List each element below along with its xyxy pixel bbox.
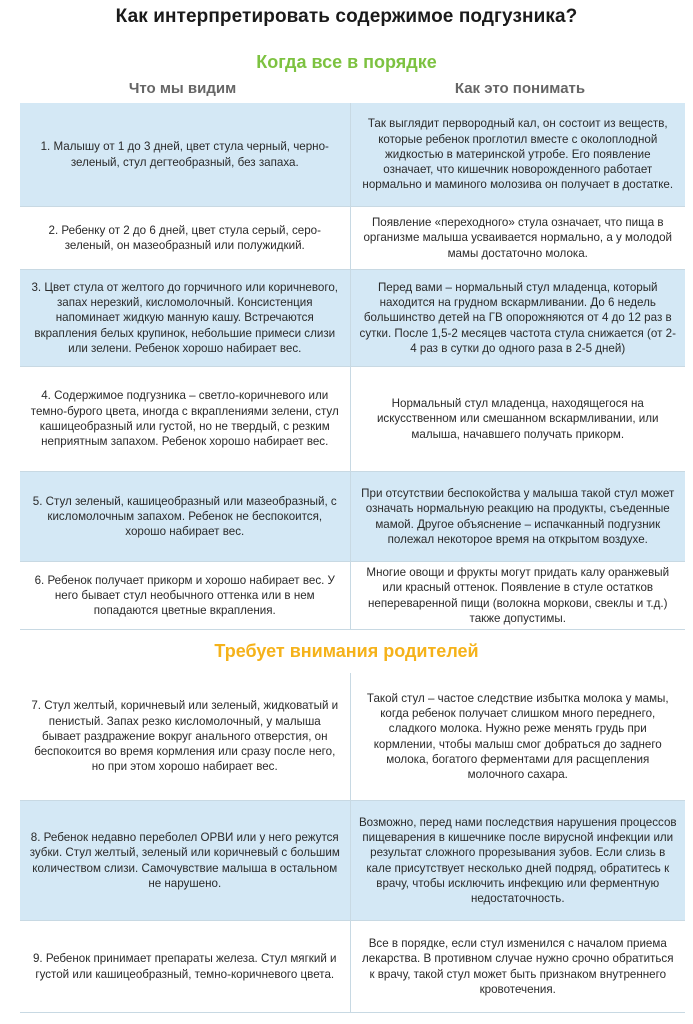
observation-cell: 7. Стул желтый, коричневый или зеленый, жидковатый и пенистый. Запах резко кисломолочный, у малыша бывает раздражение вокруг анального отверстия, он беспокоится во время кормления или сразу после него, но при этом хорошо набирает вес. <box>31 699 339 774</box>
table-row <box>20 472 685 562</box>
interpretation-cell: Появление «переходного» стула означает, что пища в организме малыша усваивается нормально, а у молодой мамы достаточно молока. <box>363 216 672 260</box>
interpretation-cell: При отсутствии беспокойства у малыша такой стул может означать нормальную реакцию на продукты, съеденные мамой. Другое объяснение – испачканный подгузник полежал некоторое время на открытом воздухе. <box>361 486 675 546</box>
observation-cell: 6. Ребенок получает прикорм и хорошо набирает вес. У него бывает стул необычного оттенка или в нем попадаются цветные вкрапления. <box>34 573 335 618</box>
table-row <box>20 367 685 472</box>
page-title: Как интерпретировать содержимое подгузника? <box>115 6 578 27</box>
observation-cell: 4. Содержимое подгузника – светло-коричневого или темно-бурого цвета, иногда с вкраплениями зелени, стул кашицеобразный или густой, но не твердый, с резким неприятным запахом. Ребенок хорошо набирает вес. <box>30 389 339 449</box>
column-header-how-to-understand: Как это понимать <box>454 80 586 97</box>
section-title-ok: Когда все в порядке <box>256 52 437 72</box>
table-normal <box>20 103 685 630</box>
observation-cell: 2. Ребенку от 2 до 6 дней, цвет стула серый, серо-зеленый, он мазеобразный или полужидкий. <box>48 223 321 252</box>
table-row <box>20 673 685 801</box>
interpretation-cell: Многие овощи и фрукты могут придать калу оранжевый или красный оттенок. Появление в стуле остатков непереваренной пищи (волокна моркови, свеклы и т.д.) также допустимы. <box>366 565 670 625</box>
table-row <box>20 921 685 1013</box>
observation-cell: 8. Ребенок недавно переболел ОРВИ или у него режутся зубки. Стул желтый, зеленый или коричневый с большим количеством слизи. Самочувствие малыша в остальном не нарушено. <box>29 830 340 890</box>
table-row <box>20 207 685 270</box>
interpretation-cell: Так выглядит первородный кал, он состоит из веществ, которые ребенок проглотил вместе с околоплодной жидкостью в материнской утробе. Его появление означает, что кишечник новорожденного работает нормально и маминого молозива он получает в достатке. <box>362 117 674 192</box>
interpretation-cell: Такой стул – частое следствие избытка молока у мамы, когда ребенок получает слишком много переднего, сладкого молока. Нужно реже менять грудь при кормлении, чтобы малыш смог добраться до заднего молока, богатого ферментами для расщепления молочного сахара. <box>366 691 669 782</box>
table-row <box>20 562 685 630</box>
observation-cell: 5. Стул зеленый, кашицеобразный или мазеобразный, с кисломолочным запахом. Ребенок не беспокоится, хорошо набирает вес. <box>32 494 337 539</box>
interpretation-cell: Все в порядке, если стул изменился с началом приема лекарства. В противном случае нужно срочно обратиться к врачу, такой стул может быть признаком внутреннего кровотечения. <box>362 936 674 996</box>
table-row <box>20 801 685 921</box>
table-attention <box>20 673 685 1013</box>
interpretation-cell: Нормальный стул младенца, находящегося на искусственном или смешанном вскармливании, или малыша, начавшего получать прикорм. <box>376 397 659 441</box>
section-title-attention: Требует внимания родителей <box>214 641 479 661</box>
observation-cell: 3. Цвет стула от желтого до горчичного или коричневого, запах нерезкий, кисломолочный. Консистенция напоминает жидкую манную кашу. Встречаются вкрапления белых крупинок, небольшие примеси слизи или зелени. Ребенок хорошо набирает вес. <box>31 280 338 355</box>
interpretation-cell: Перед вами – нормальный стул младенца, который находится на грудном вскармливании. До 6 недель большинство детей на ГВ опорожняются от 4 до 12 раз в сутки. После 1,5-2 месяцев частота стула снижается (от 2-4 раз в сутки до одного раза в 2-5 дней) <box>359 280 676 355</box>
table-row <box>20 103 685 207</box>
table-row <box>20 270 685 367</box>
observation-cell: 1. Малышу от 1 до 3 дней, цвет стула черный, черно-зеленый, стул дегтеобразный, без запаха. <box>40 140 329 169</box>
interpretation-cell: Возможно, перед нами последствия нарушения процессов пищеварения в кишечнике после вирусной инфекции или результат сложного прорезывания зубов. Если слизь в кале присутствует несколько дней подряд, обратитесь к врачу, чтобы исключить инфекцию или ферментную недостаточность. <box>358 815 677 906</box>
observation-cell: 9. Ребенок принимает препараты железа. Стул мягкий и густой или кашицеобразный, темно-коричневого цвета. <box>32 952 337 981</box>
column-header-what-we-see: Что мы видим <box>128 80 237 97</box>
